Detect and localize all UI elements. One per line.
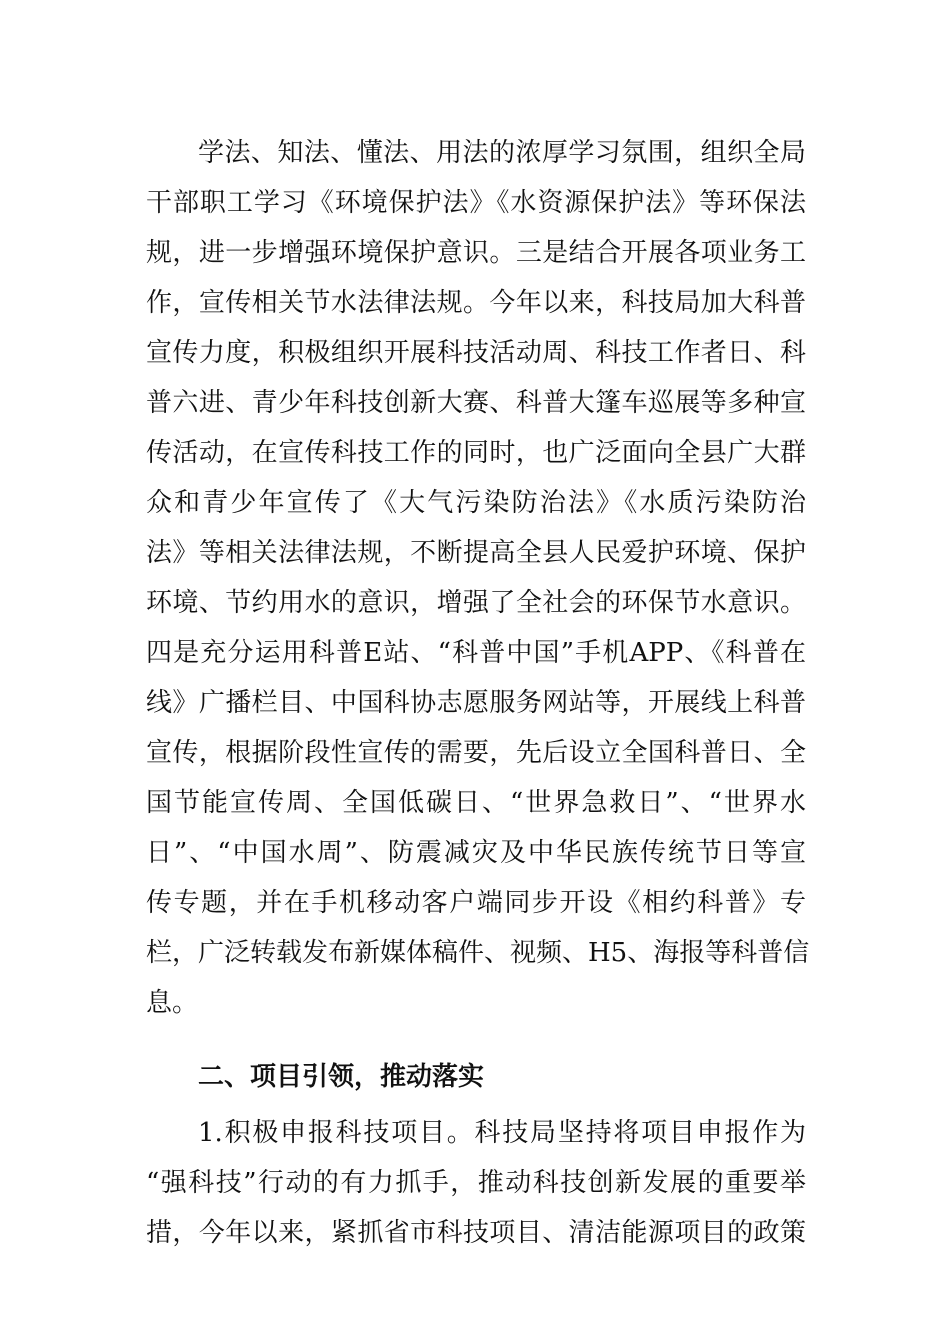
- paragraph-line: 栏，广泛转载发布新媒体稿件、视频、H5、海报等科普信: [146, 938, 810, 968]
- paragraph-line: 线》广播栏目、中国科协志愿服务网站等，开展线上科普: [146, 688, 806, 718]
- paragraph-line: 干部职工学习《环境保护法》《水资源保护法》等环保法: [146, 188, 806, 218]
- paragraph-line: 作，宣传相关节水法律法规。今年以来，科技局加大科普: [146, 288, 806, 318]
- paragraph-line: 国节能宣传周、全国低碳日、“世界急救日”、“世界水: [146, 788, 806, 818]
- paragraph-line: “强科技”行动的有力抓手，推动科技创新发展的重要举: [146, 1168, 806, 1198]
- paragraph-line: 法》等相关法律法规，不断提高全县人民爱护环境、保护: [146, 538, 806, 568]
- paragraph-line: 措，今年以来，紧抓省市科技项目、清洁能源项目的政策: [146, 1218, 806, 1248]
- paragraph-line: 宣传力度，积极组织开展科技活动周、科技工作者日、科: [146, 338, 806, 368]
- paragraph-line: 学法、知法、懂法、用法的浓厚学习氛围，组织全局: [198, 138, 806, 168]
- paragraph-line: 众和青少年宣传了《大气污染防治法》《水质污染防治: [146, 488, 806, 518]
- paragraph-line: 传活动，在宣传科技工作的同时，也广泛面向全县广大群: [146, 438, 806, 468]
- paragraph-line: 规，进一步增强环境保护意识。三是结合开展各项业务工: [146, 238, 806, 268]
- document-body: [146, 128, 810, 1258]
- paragraph-line: 环境、节约用水的意识，增强了全社会的环保节水意识。: [146, 588, 806, 618]
- paragraph-line: 传专题，并在手机移动客户端同步开设《相约科普》专: [146, 888, 806, 918]
- paragraph-line: 四是充分运用科普E站、“科普中国”手机APP、《科普在: [146, 638, 806, 668]
- section-heading: 二、项目引领，推动落实: [198, 1062, 485, 1092]
- paragraph-line: 宣传，根据阶段性宣传的需要，先后设立全国科普日、全: [146, 738, 806, 768]
- paragraph-2: [146, 1108, 806, 1258]
- paragraph-line: 日”、“中国水周”、防震减灾及中华民族传统节日等宣: [146, 838, 806, 868]
- paragraph-line: 息。: [146, 988, 199, 1018]
- paragraph-line: 1.积极申报科技项目。科技局坚持将项目申报作为: [198, 1118, 806, 1148]
- paragraph-line: 普六进、青少年科技创新大赛、科普大篷车巡展等多种宣: [146, 388, 806, 418]
- paragraph-1: [146, 128, 810, 1028]
